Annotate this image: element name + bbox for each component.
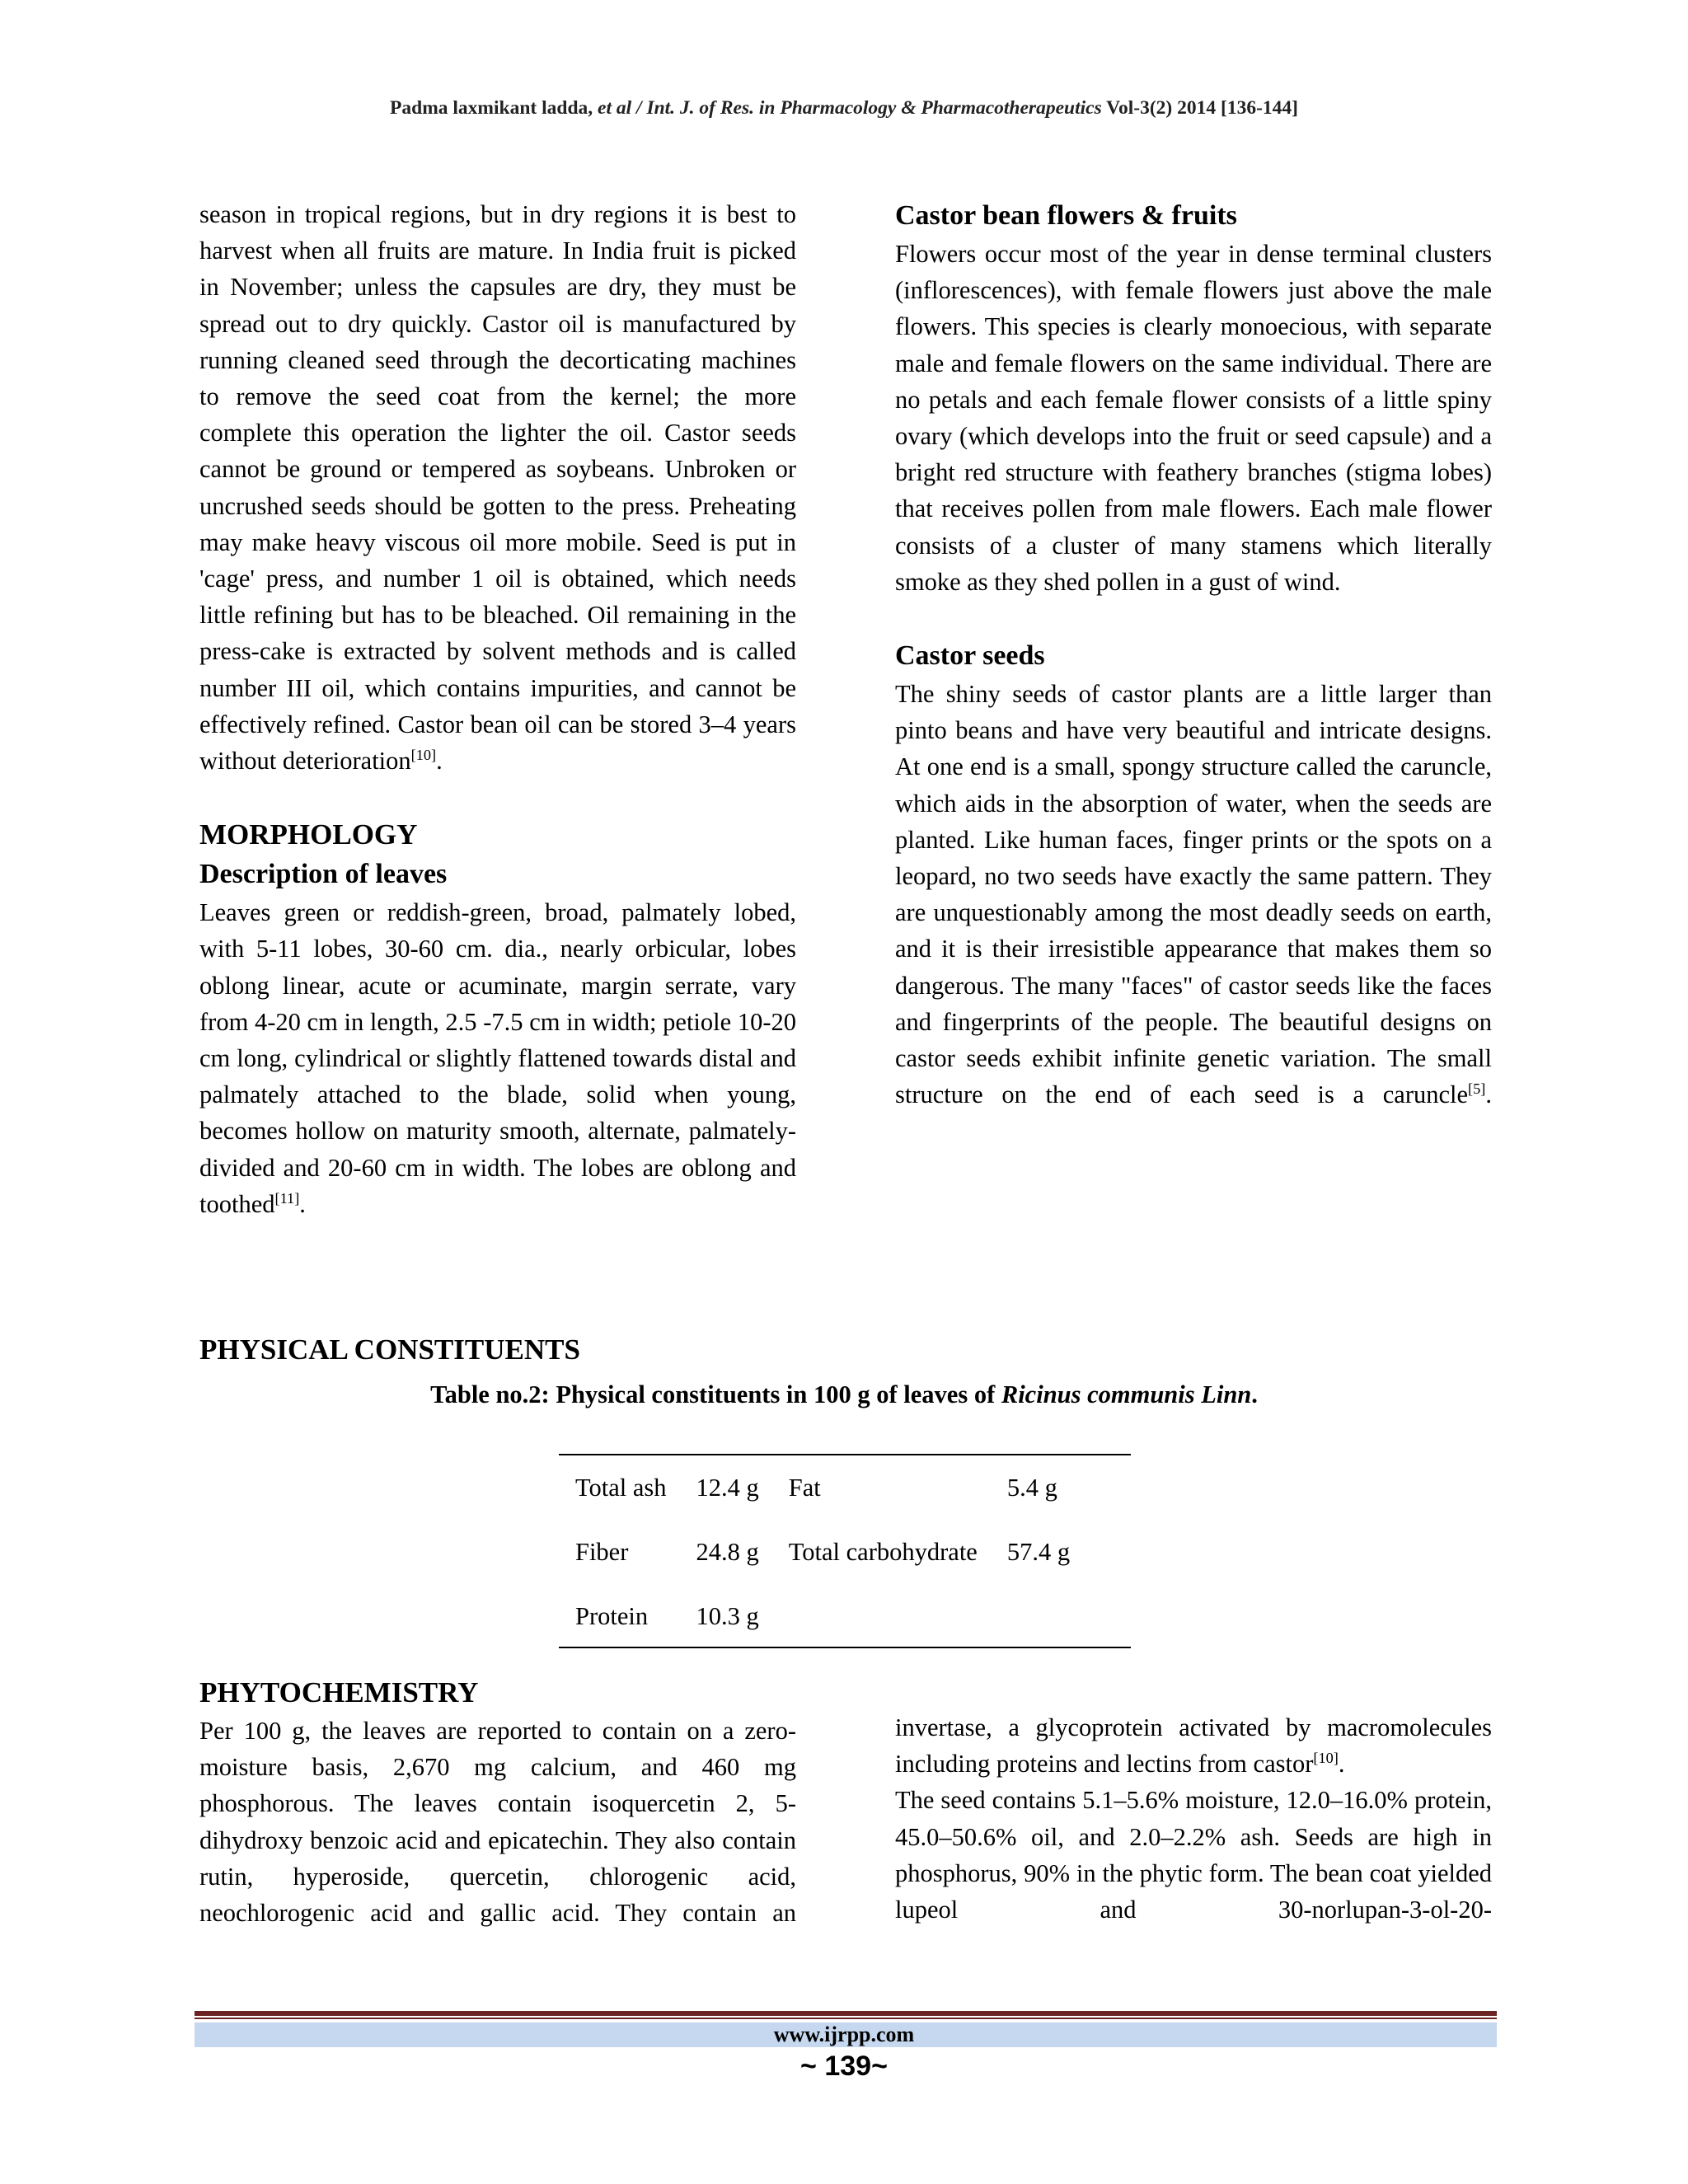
phyto-right-paragraph-2: The seed contains 5.1–5.6% moisture, 12.0–16.0% protein, 45.0–50.6% oil, and 2.0–2.2% ash. Seeds are high in phosphorus, 90% in the phytic form. The bean coat yielded lupeol and 30-norlupan-3-ol-20- (895, 1786, 1492, 1924)
citation-ref: [10] (1313, 1750, 1339, 1767)
citation-ref: [10] (410, 746, 437, 763)
caption-text: Table no.2: Physical constituents in 100 g of leaves of (430, 1380, 996, 1408)
subheading-description-of-leaves: Description of leaves (199, 859, 448, 890)
flowers-paragraph: Flowers occur most of the year in dense terminal clusters (inflorescences), with female flowers just above the male flowers. This species is clearly monoecious, with separate male and female flowers on the same individual. There are no petals and each female flower consists of a little spiny ovary (which develops into the fruit or seed capsule) and a bright red structure with feathery branches (stigma lobes) that receives pollen from male flowers. Each male flower consists of a cluster of many stamens which literally smoke as they shed pollen in a gust of wind. (895, 240, 1492, 596)
caption-period: . (1251, 1380, 1258, 1408)
intro-text: season in tropical regions, but in dry regions it is best to harvest when all fruits are mature. In India fruit is picked in November; unless the capsules are dry, they must be spread out to dry quickly. Castor oil is manufactured by running cleaned seed through the decorticating machines to remove the seed coat from the kernel; the more complete this operation the lighter the oil. Castor seeds cannot be ground or tempered as soybeans. Unbroken or uncrushed seeds should be gotten to the press. Preheating may make heavy viscous oil more mobile. Seed is put in 'cage' press, and number 1 oil is obtained, which needs little refining but has to be bleached. Oil remaining in the press-cake is extracted by solvent methods and is called number III oil, which contains impurities, and cannot be effectively refined. Castor bean oil can be stored 3–4 years without deterioration (199, 200, 796, 776)
table-row (575, 1520, 1100, 1584)
table-cell: Total ash (575, 1473, 667, 1502)
table-cell: 5.4 g (1006, 1473, 1057, 1502)
section-heading-phytochemistry: PHYTOCHEMISTRY (199, 1676, 479, 1708)
phytochemistry-right (895, 1709, 1492, 1928)
header-journal: et al / Int. J. of Res. in Pharmacology & Pharmacotherapeutics (598, 97, 1102, 119)
physical-constituents-table (559, 1454, 1131, 1648)
table-cell: Protein (575, 1601, 649, 1630)
table-cell: Fiber (575, 1537, 629, 1566)
subheading-castor-seeds: Castor seeds (895, 640, 1045, 672)
seeds-paragraph: The shiny seeds of castor plants are a little larger than pinto beans and have very beautiful and intricate designs. At one end is a small, spongy structure called the caruncle, which aids in the absorption of water, when the seeds are planted. Like human faces, finger prints or the spots on a leopard, no two seeds have exactly the same pattern. They are unquestionably among the most deadly seeds on earth, and it is their irresistible appearance that makes them so dangerous. The many "faces" of castor seeds like the faces and fingerprints of the people. The beautiful designs on castor seeds exhibit infinite genetic variation. The small structure on the end of each seed is a caruncle[5]. (895, 680, 1492, 1109)
table-cell: 57.4 g (1006, 1537, 1071, 1566)
footer-rule (195, 2011, 1497, 2016)
footer-url: www.ijrpp.com (773, 2022, 915, 2046)
section-heading-morphology: MORPHOLOGY (199, 818, 418, 851)
table-cell: Total carbohydrate (788, 1537, 978, 1566)
table-caption (0, 1380, 1688, 1409)
phyto-right-paragraph-1: invertase, a glycoprotein activated by macromolecules including proteins and lectins from castor[10]. (895, 1713, 1492, 1779)
footer-rule-thin (195, 2018, 1497, 2019)
left-column-top (199, 196, 796, 1222)
seeds-text: The shiny seeds of castor plants are a little larger than pinto beans and have very beautiful and intricate designs. At one end is a small, spongy structure called the caruncle, which aids in the absorption of water, when the seeds are planted. Like human faces, finger prints or the spots on a leopard, no two seeds have exactly the same pattern. They are unquestionably among the most deadly seeds on earth, and it is their irresistible appearance that makes them so dangerous. The many "faces" of castor seeds like the faces and fingerprints of the people. The beautiful designs on castor seeds exhibit infinite genetic variation. The small structure on the end of each seed is a caruncle (895, 680, 1492, 1109)
phyto-right-text-1: invertase, a glycoprotein activated by macromolecules including proteins and lectins from castor (895, 1713, 1492, 1779)
header-volume: Vol-3(2) 2014 [136-144] (1106, 97, 1298, 119)
table-row (575, 1455, 1100, 1520)
running-header (0, 97, 1688, 120)
leaves-text: Leaves green or reddish-green, broad, palmately lobed, with 5-11 lobes, 30-60 cm. dia., nearly orbicular, lobes oblong linear, acute or acuminate, margin serrate, vary from 4-20 cm in length, 2.5 -7.5 cm in width; petiole 10-20 cm long, cylindrical or slightly flattened towards distal and palmately attached to the blade, solid when young, becomes hollow on maturity smooth, alternate, palmately-divided and 20-60 cm in width. The lobes are oblong and toothed (199, 898, 796, 1218)
page-number: ~ 139~ (800, 2050, 888, 2082)
citation-ref: [5] (1468, 1080, 1486, 1098)
table-cell: Fat (788, 1473, 821, 1502)
caption-species: Ricinus communis Linn (1001, 1380, 1252, 1408)
section-heading-physical-constituents: PHYSICAL CONSTITUENTS (199, 1333, 580, 1366)
table-cell: 24.8 g (696, 1537, 759, 1566)
physical-section (199, 1330, 1518, 1370)
table-row (575, 1584, 1100, 1648)
leaves-paragraph: Leaves green or reddish-green, broad, palmately lobed, with 5-11 lobes, 30-60 cm. dia., nearly orbicular, lobes oblong linear, acute or acuminate, margin serrate, vary from 4-20 cm in length, 2.5 -7.5 cm in width; petiole 10-20 cm long, cylindrical or slightly flattened towards distal and palmately attached to the blade, solid when young, becomes hollow on maturity smooth, alternate, palmately-divided and 20-60 cm in width. The lobes are oblong and toothed[11]. (199, 898, 796, 1218)
subheading-flowers-fruits: Castor bean flowers & fruits (895, 200, 1237, 231)
table-cell (1007, 1584, 1100, 1648)
citation-ref: [11] (274, 1189, 300, 1207)
intro-paragraph: season in tropical regions, but in dry regions it is best to harvest when all fruits are mature. In India fruit is picked in November; unless the capsules are dry, they must be spread out to dry quickly. Castor oil is manufactured by running cleaned seed through the decorticating machines to remove the seed coat from the kernel; the more complete this operation the lighter the oil. Castor seeds cannot be ground or tempered as soybeans. Unbroken or uncrushed seeds should be gotten to the press. Preheating may make heavy viscous oil more mobile. Seed is put in 'cage' press, and number 1 oil is obtained, which needs little refining but has to be bleached. Oil remaining in the press-cake is extracted by solvent methods and is called number III oil, which contains impurities, and cannot be effectively refined. Castor bean oil can be stored 3–4 years without deterioration[10]. (199, 200, 796, 776)
right-column-top (895, 196, 1492, 1113)
phytochemistry-left (199, 1673, 796, 1931)
header-author: Padma laxmikant ladda, (390, 97, 593, 119)
phyto-left-paragraph: Per 100 g, the leaves are reported to contain on a zero-moisture basis, 2,670 mg calcium, and 460 mg phosphorous. The leaves contain isoquercetin 2, 5-dihydroxy benzoic acid and epicatechin. They also contain rutin, hyperoside, quercetin, chlorogenic acid, neochlorogenic acid and gallic acid. They contain an (199, 1717, 796, 1928)
table-cell (789, 1584, 1007, 1648)
table-cell: 12.4 g (696, 1473, 759, 1502)
table-cell: 10.3 g (696, 1601, 759, 1630)
